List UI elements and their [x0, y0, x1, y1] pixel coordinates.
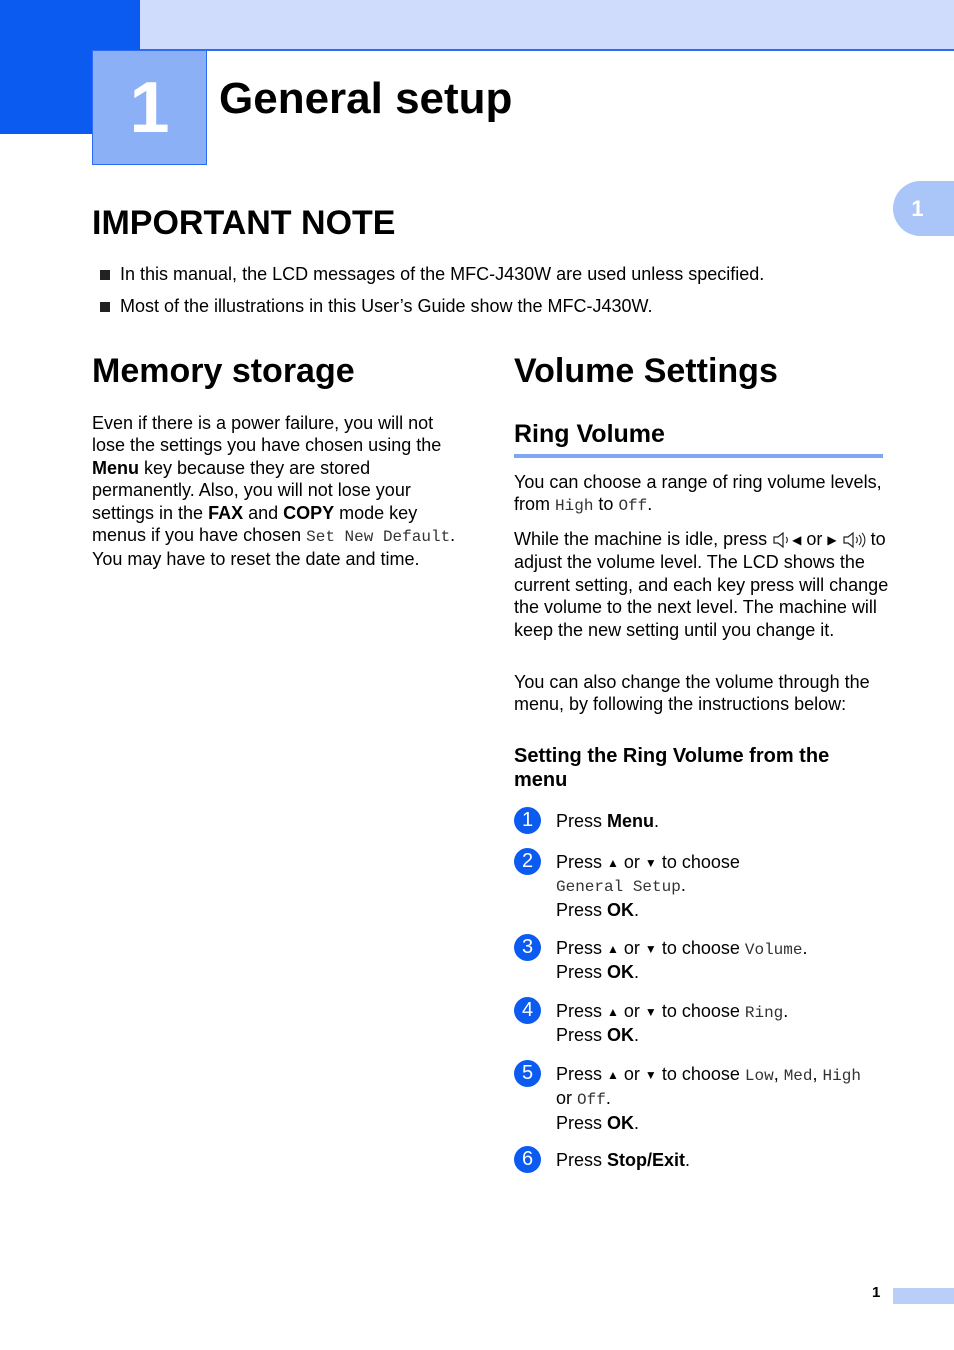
chapter-side-tab[interactable]	[893, 181, 954, 236]
lcd-setting: Low	[744, 1067, 774, 1085]
lcd-setting: Off	[618, 497, 648, 516]
volume-down-icon	[772, 532, 792, 548]
lcd-setting: General Setup	[556, 878, 681, 897]
lcd-setting: Med	[783, 1067, 813, 1085]
important-note-title: IMPORTANT NOTE	[92, 204, 396, 242]
fax-key-label: FAX	[208, 502, 244, 523]
step-4: 4 Press ▲ or ▼ to choose Ring. Press OK.	[514, 1000, 894, 1047]
list-item	[98, 264, 764, 296]
step-number-badge: 3	[514, 934, 541, 961]
lcd-setting: Set New Default	[306, 528, 451, 547]
ring-volume-menu-subtitle: Setting the Ring Volume from the menu	[514, 745, 830, 791]
step-3: 3 Press ▲ or ▼ to choose Volume. Press OK.	[514, 937, 894, 984]
stop-exit-key-label: Stop/Exit	[607, 1150, 686, 1170]
step-number-badge: 4	[514, 997, 541, 1024]
footer-band	[893, 1288, 954, 1304]
ring-volume-menu-intro: You can also change the volume through the menu, by following the instructions below:	[514, 672, 870, 715]
chapter-number: 1	[129, 67, 170, 148]
lcd-setting: High	[822, 1067, 861, 1085]
menu-key-label: Menu	[92, 457, 139, 478]
memory-storage-title: Memory storage	[92, 352, 355, 390]
lcd-setting: Ring	[744, 1004, 784, 1022]
lcd-setting: Volume	[744, 941, 803, 959]
up-arrow-icon: ▲	[607, 856, 619, 870]
down-arrow-icon: ▼	[644, 942, 657, 956]
ring-volume-title: Ring Volume	[514, 420, 665, 448]
ok-key-label: OK	[607, 1112, 635, 1133]
copy-key-label: COPY	[283, 502, 335, 523]
step-1: 1 Press Menu.	[514, 810, 894, 832]
up-arrow-icon: ▲	[607, 942, 619, 956]
ok-key-label: OK	[607, 962, 635, 983]
down-arrow-icon: ▼	[644, 1068, 657, 1082]
bullet-text: Most of the illustrations in this User’s Guide show the MFC-J430W.	[120, 296, 653, 316]
step-2: 2 Press ▲ or ▼ to choose General Setup. Press OK.	[514, 851, 894, 921]
step-number-badge: 6	[514, 1146, 541, 1173]
bullet-text: In this manual, the LCD messages of the MFC-J430W are used unless specified.	[120, 264, 765, 284]
up-arrow-icon: ▲	[607, 1005, 619, 1019]
menu-key-label: Menu	[607, 811, 655, 831]
ok-key-label: OK	[607, 1025, 635, 1046]
left-arrow-icon: ◀	[792, 533, 802, 547]
section-rule	[514, 454, 883, 458]
step-number-badge: 1	[514, 807, 541, 834]
down-arrow-icon: ▼	[644, 856, 657, 870]
step-5: 5 Press ▲ or ▼ to choose Low, Med, High or Off. Press OK.	[514, 1063, 894, 1134]
ring-volume-instructions: While the machine is idle, press ◀ or ▶ to adjust the volume level. The LCD shows the current setting, and each key press will change the volume to the next level. The machine will keep the new setting until you change it.	[514, 529, 889, 640]
down-arrow-icon: ▼	[644, 1005, 657, 1019]
header-band	[140, 0, 954, 51]
step-number-badge: 2	[514, 848, 541, 875]
up-arrow-icon: ▲	[607, 1068, 619, 1082]
step-number-badge: 5	[514, 1060, 541, 1087]
bullet-square-icon	[100, 302, 110, 312]
list-item	[98, 296, 764, 328]
step-6: 6 Press Stop/Exit.	[514, 1149, 894, 1171]
chapter-number-box	[92, 50, 207, 165]
volume-up-icon	[842, 532, 866, 548]
ok-key-label: OK	[607, 899, 635, 920]
volume-settings-title: Volume Settings	[514, 352, 778, 390]
lcd-setting: High	[555, 497, 594, 516]
bullet-square-icon	[100, 270, 110, 280]
lcd-setting: Off	[577, 1091, 606, 1110]
right-arrow-icon: ▶	[827, 533, 837, 547]
important-note-list	[98, 264, 764, 328]
chapter-title: General setup	[219, 74, 513, 123]
memory-storage-paragraph: Even if there is a power failure, you will not lose the settings you have chosen using the Menu key because they are stored permanently. Also, you will not lose your settings in the FAX and COPY mode key menus if you have chosen Set New Default. You may have to reset the date and time.	[92, 413, 456, 570]
page-number: 1	[872, 1284, 881, 1301]
ring-volume-intro: You can choose a range of ring volume levels, from High to Off.	[514, 472, 882, 516]
side-tab-label: 1	[911, 195, 924, 221]
